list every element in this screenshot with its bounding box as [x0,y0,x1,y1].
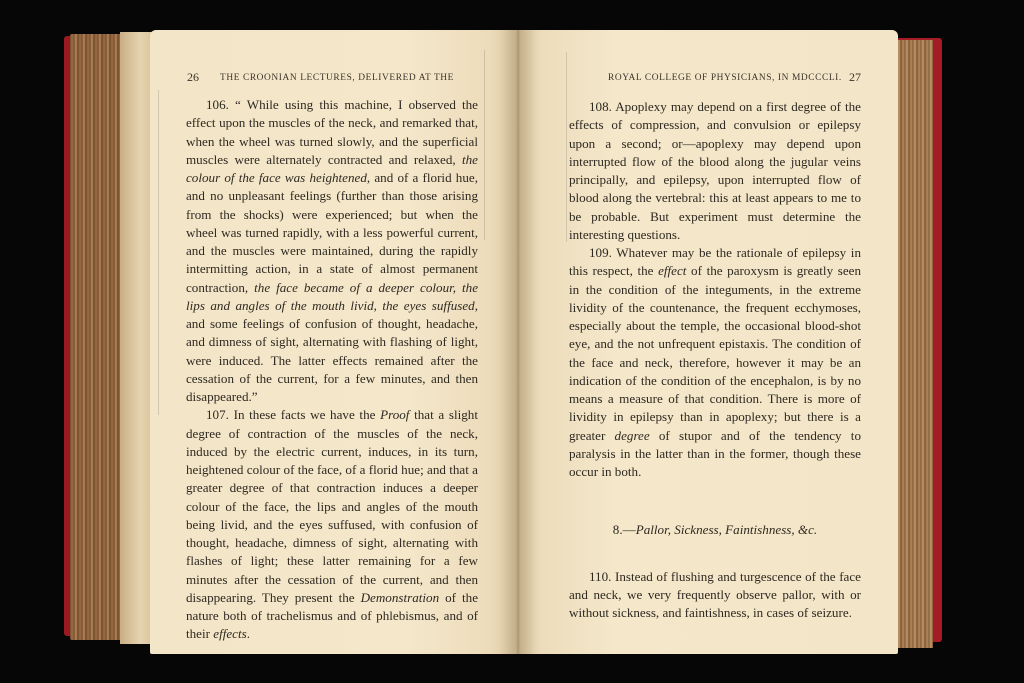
page-number-right: 27 [849,70,861,84]
right-page-text [569,98,861,622]
italic-run: Proof [380,407,410,423]
margin-rule [158,90,159,415]
paragraph-108 [569,98,861,244]
italic-run: the face became of a deeper colour, the lips and angles of the mouth livid, the eyes suffused [186,279,479,313]
running-head-left: THE CROONIAN LECTURES, DELIVERED AT THE [220,73,454,83]
text-run: of the nature both of trachelismus and of phlebismus, and of their [186,589,479,642]
left-page-stack [120,32,154,644]
text-run: that a slight degree of contraction of the muscles of the neck, induced by the electric current, induces, in its turn, heightened colour of the face, of a florid hue; and that a greater degree of that contraction induces a deeper colour of the face, the lips and angles of the mouth being livid, and the eyes suffused, with confusion of thought, headache, dimness of sight, alternating with flashes of light; these latter remaining for a few minutes after the cessation of the current, and then disappearing. They present the [186,407,478,605]
section-heading [569,521,861,539]
paragraph-110 [569,568,861,623]
text-run: , and of a florid hue, and no unpleasant feelings (further than those arising from the shocks) were experienced; but when the wheel was turned rapidly, with a less powerful current, and the muscles were maintained, during the rapidly intermitting action, in a state of almost permanent contraction, [186,170,478,295]
running-head-right: ROYAL COLLEGE OF PHYSICIANS, IN MDCCCLI. [608,73,842,83]
text-run: 8.— [612,522,636,538]
text-run: 107. In these facts we have the [206,407,381,423]
text-run: 109. Whatever may be the rationale of epilepsy in this respect, the [569,245,861,279]
page-number-left: 26 [187,70,199,84]
left-page-text [186,96,478,644]
right-page-edges [893,40,933,648]
italic-run: effects [213,626,247,642]
text-run: , and some feelings of confusion of thought, headache, and dimness of sight, alternating with flashing of light, were induced. The latter effects remained after the cessation of the current, for a few minutes, and then disappeared.” [186,297,478,404]
text-run: 106. “ While using this machine, I observed the effect upon the muscles of the neck, and remarked that, when the wheel was turned slowly, and the superficial muscles were alternately contracted and relaxed, [186,97,478,167]
text-run: 110. Instead of flushing and turgescence of the face and neck, we very frequently observe pallor, with or without sickness, and faintishness, in cases of seizure. [569,568,861,620]
text-run: 108. Apoplexy may depend on a first degree of the effects of compression, and convulsion or epilepsy upon a second; or—apoplexy may depend upon interrupted flow of the blood along the jugular veins principally, and epilepsy, upon interrupted flow of blood along the vertebral: this at least appears to me to be probable. But experiment must determine the interesting questions. [569,99,861,242]
margin-rule [566,52,567,242]
book-gutter [500,30,536,654]
italic-run: effect [658,263,687,279]
paragraph-106 [186,96,478,406]
italic-run: Pallor, Sickness, Faintishness, &c. [635,522,818,538]
text-run: . [246,626,251,642]
paragraph-109 [569,244,861,481]
italic-run: degree [614,427,650,443]
italic-run: the colour of the face was heightened [186,151,478,185]
paragraph-107 [186,406,478,643]
text-run: of stupor and of the tendency to paralysis in the latter than in the former, though these occur in both. [569,427,861,479]
margin-rule [484,50,485,240]
italic-run: Demonstration [360,589,440,605]
text-run: of the paroxysm is greatly seen in the condition of the integuments, in the extreme lividity of the countenance, the frequent ecchymoses, especially about the temple, the occasional blood-shot eye, and the not unfrequent epistaxis. The condition of the face and neck, therefore, however it may be an indication of the condition of the encephalon, is by no means a measure of that condition. There is more of lividity in epilepsy than in apoplexy; but there is a greater [569,263,861,443]
